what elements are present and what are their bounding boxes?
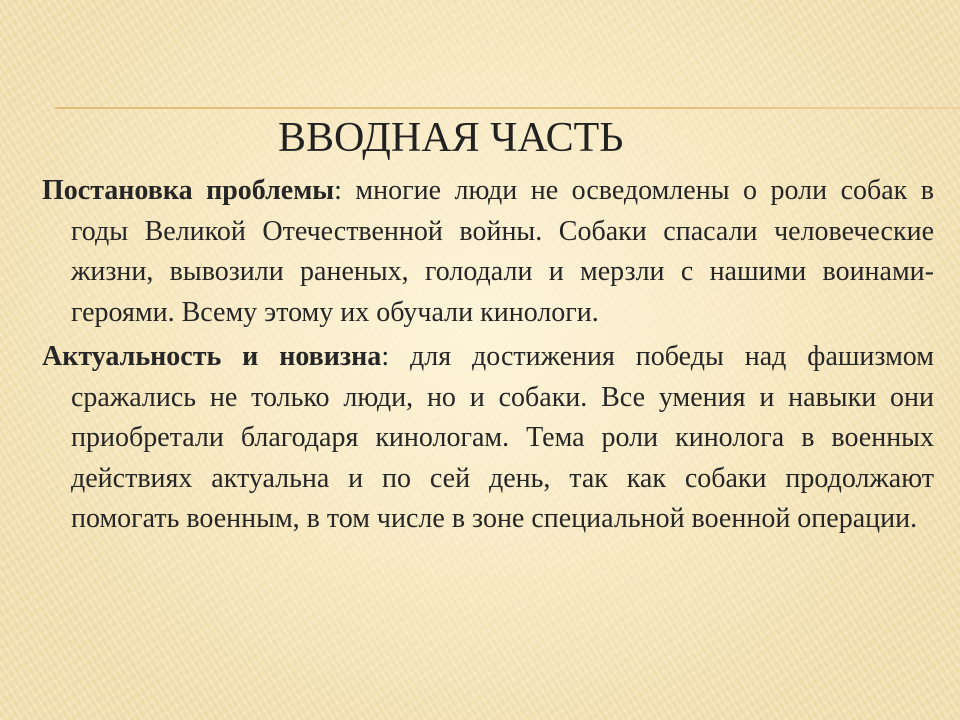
title-divider-line [55, 107, 960, 109]
slide-title: ВВОДНАЯ ЧАСТЬ [278, 115, 624, 161]
relevance-novelty-text: : для достижения победы над фашизмом сражались не только люди, но и собаки. Все умения и навыки они приобретали благодаря кинологам. Тема роли кинолога в военных действиях актуальна и по сей день, так как собаки продолжают помогать военным, в том числе в зоне специальной военной операции. [71, 341, 934, 534]
problem-statement-paragraph [42, 171, 934, 333]
relevance-novelty-term: Актуальность и новизна [42, 341, 382, 372]
problem-statement-term: Постановка проблемы [42, 175, 335, 206]
slide-body [42, 171, 934, 544]
problem-statement-text: : многие люди не осведомлены о роли собак в годы Великой Отечественной войны. Собаки спасали человеческие жизни, вывозили раненых, голодали и мерзли с нашими воинами-героями. Всему этому их обучали кинологи. [71, 175, 935, 328]
relevance-novelty-paragraph [42, 337, 934, 540]
